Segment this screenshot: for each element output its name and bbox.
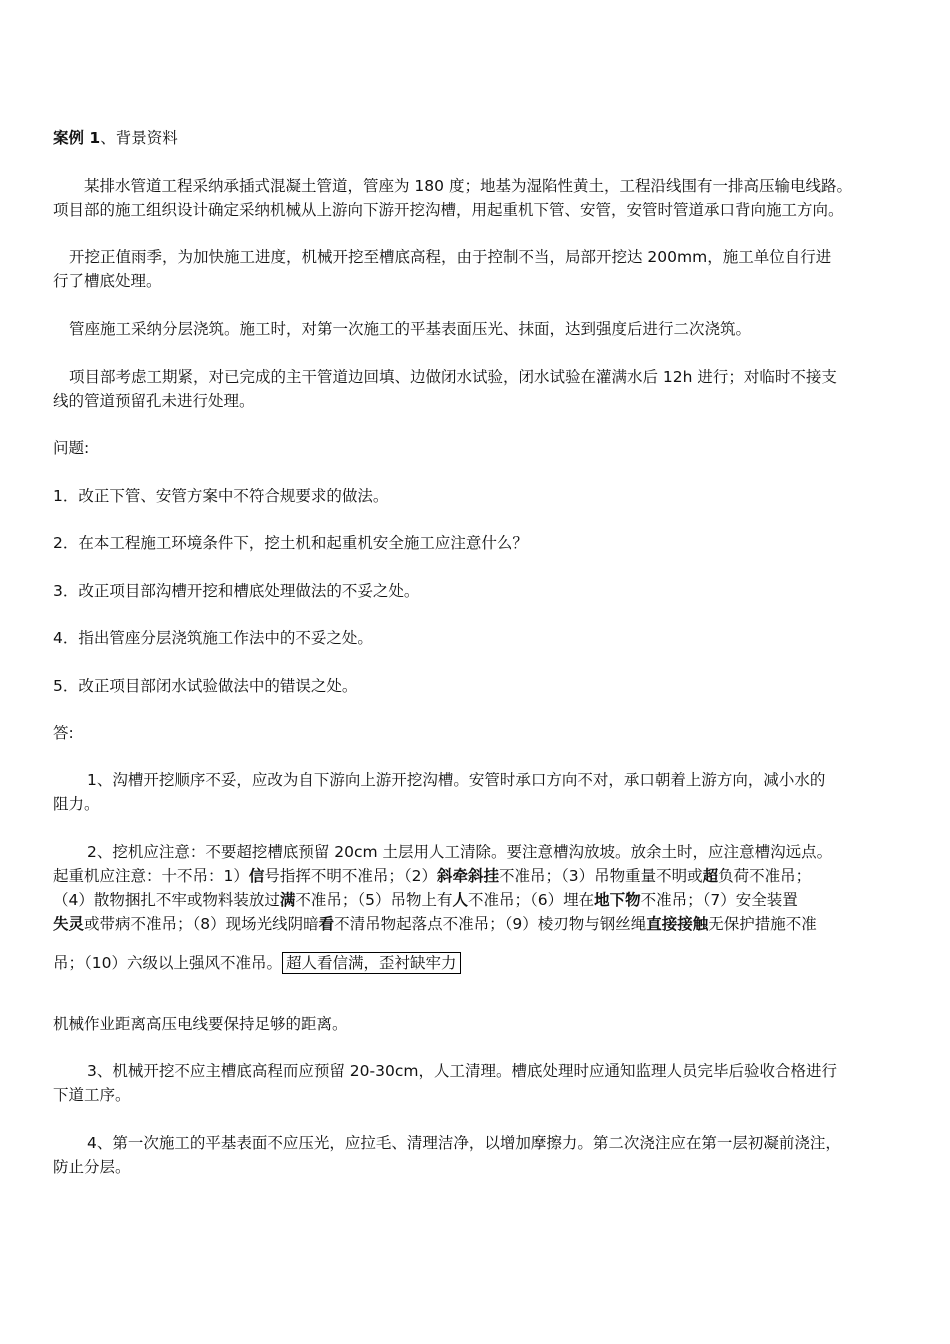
background-para-4-line-1: 项目部考虑工期紧，对已完成的主干管道边回填、边做闭水试验，闭水试验在灌满水后 12h 进行；对临时不接支 xyxy=(69,368,837,386)
text-run: 不准吊；（7）安全装置 xyxy=(640,891,798,909)
text-run: （4）散物捆扎不牢或物料装放过 xyxy=(53,891,280,909)
text-run: 号指挥不明不准吊；（2） xyxy=(264,867,438,885)
answer-2-line-3 xyxy=(53,889,798,911)
text-run: 无保护措施不准 xyxy=(708,915,817,933)
background-para-1-line-1: 某排水管道工程采纳承插式混凝土管道，管座为 180 度；地基为湿陷性黄土，工程沿线围有一排高压输电线路。 xyxy=(84,177,852,195)
bold-keyword: 直接接触 xyxy=(646,915,709,933)
mnemonic-box: 超人看信满，歪衬缺牢力 xyxy=(282,952,461,974)
answer-2-line-1: 2、挖机应注意：不要超挖槽底预留 20cm 土层用人工清除。要注意槽沟放坡。放余土时，应注意槽沟远点。 xyxy=(87,843,833,861)
answer-4-line-2: 防止分层。 xyxy=(53,1158,131,1176)
text-run: 不准吊；（3）吊物重量不明或 xyxy=(499,867,703,885)
answer-3-line-1: 3、机械开挖不应主槽底高程而应预留 20-30cm，人工清理。槽底处理时应通知监理人员完毕后验收合格进行 xyxy=(87,1062,837,1080)
background-para-1-line-2: 项目部的施工组织设计确定采纳机械从上游向下游开挖沟槽，用起重机下管、安管，安管时管道承口背向施工方向。 xyxy=(53,201,844,219)
questions-label: 问题: xyxy=(53,439,90,457)
text-run: 起重机应注意：十不吊：1） xyxy=(53,867,249,885)
question-1: 1．改正下管、安管方案中不符合规要求的做法。 xyxy=(53,487,389,505)
bold-keyword: 满 xyxy=(279,891,296,909)
answer-1-line-1: 1、沟槽开挖顺序不妥，应改为自下游向上游开挖沟槽。安管时承口方向不对，承口朝着上游方向，减小水的 xyxy=(87,771,826,789)
bold-keyword: 斜牵斜挂 xyxy=(437,867,500,885)
text-run: 不清吊物起落点不准吊；（9）棱刃物与钢丝绳 xyxy=(334,915,647,933)
case-heading-rest: 、背景资料 xyxy=(100,129,178,147)
bold-keyword: 看 xyxy=(318,915,335,933)
bold-keyword: 人 xyxy=(452,891,469,909)
case-heading xyxy=(53,127,178,149)
answer-1-line-2: 阻力。 xyxy=(53,795,100,813)
answer-2-line-5 xyxy=(53,952,461,974)
answer-2-line-4 xyxy=(53,913,817,935)
bold-keyword: 失灵 xyxy=(53,915,85,933)
bold-keyword: 超 xyxy=(702,867,719,885)
case-heading-bold: 案例 1 xyxy=(53,129,101,147)
question-5: 5．改正项目部闭水试验做法中的错误之处。 xyxy=(53,677,358,695)
text-run: 负荷不准吊； xyxy=(718,867,812,885)
text-run: 或带病不准吊；（8）现场光线阴暗 xyxy=(84,915,319,933)
background-para-2-line-1: 开挖正值雨季，为加快施工进度，机械开挖至槽底高程，由于控制不当，局部开挖达 200mm，施工单位自行进 xyxy=(69,248,832,266)
background-para-3: 管座施工采纳分层浇筑。施工时，对第一次施工的平基表面压光、抹面，达到强度后进行二次浇筑。 xyxy=(69,320,752,338)
bold-keyword: 信 xyxy=(248,867,265,885)
answers-label: 答: xyxy=(53,724,74,742)
question-2: 2．在本工程施工环境条件下，挖土机和起重机安全施工应注意什么？ xyxy=(53,534,528,552)
text-run: 不准吊；（6）埋在 xyxy=(468,891,595,909)
question-4: 4．指出管座分层浇筑施工作法中的不妥之处。 xyxy=(53,629,373,647)
answer-2-note: 机械作业距离高压电线要保持足够的距离。 xyxy=(53,1015,348,1033)
text-run: 不准吊；（5）吊物上有 xyxy=(295,891,453,909)
answer-4-line-1: 4、第一次施工的平基表面不应压光，应拉毛、清理洁净，以增加摩擦力。第二次浇注应在第一层初凝前浇注， xyxy=(87,1134,841,1152)
background-para-4-line-2: 线的管道预留孔未进行处理。 xyxy=(53,392,255,410)
answer-2-line-2 xyxy=(53,865,811,887)
background-para-2-line-2: 行了槽底处理。 xyxy=(53,272,162,290)
text-run: 吊；（10）六级以上强风不准吊。 xyxy=(53,954,282,972)
bold-keyword: 地下物 xyxy=(594,891,641,909)
answer-3-line-2: 下道工序。 xyxy=(53,1086,131,1104)
question-3: 3．改正项目部沟槽开挖和槽底处理做法的不妥之处。 xyxy=(53,582,420,600)
